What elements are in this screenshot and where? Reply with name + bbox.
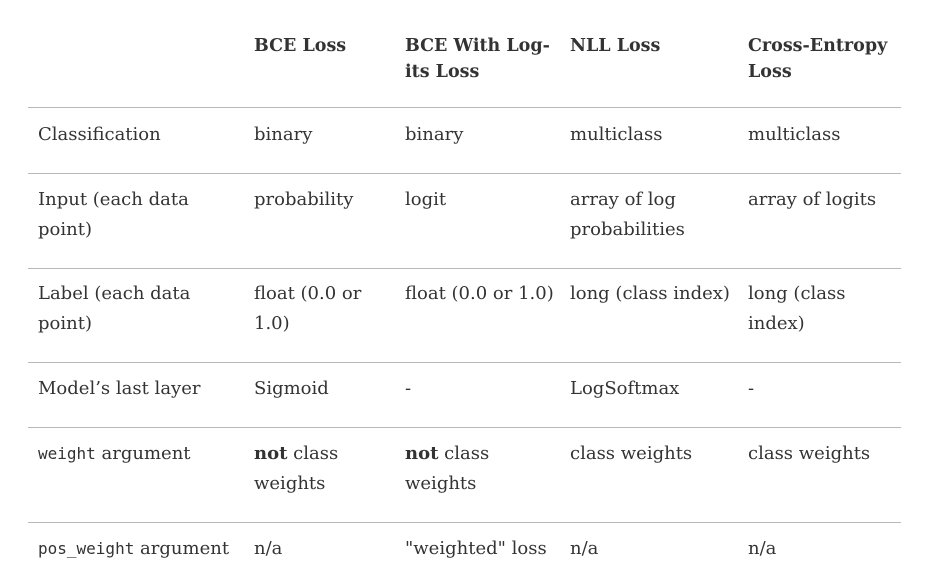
code-text: pos_weight — [38, 539, 135, 558]
table-cell — [254, 374, 329, 404]
cell-text: class — [287, 443, 339, 464]
cell-text: probabilities — [570, 219, 685, 240]
row-divider — [28, 427, 901, 428]
cell-text: n/a — [748, 538, 777, 559]
table-cell — [570, 534, 598, 564]
cell-text: weights — [254, 473, 326, 494]
row-label-input — [38, 185, 189, 245]
cell-text: logit — [405, 189, 447, 210]
cell-text: probability — [254, 189, 354, 210]
table-cell — [405, 534, 547, 564]
header-text: Loss — [748, 62, 792, 82]
table-cell — [570, 120, 662, 150]
cell-text: argument — [95, 443, 191, 464]
table-cell — [570, 439, 692, 469]
table-cell — [254, 439, 338, 499]
table-cell — [405, 374, 411, 404]
table-cell — [748, 439, 870, 469]
table-cell — [748, 374, 754, 404]
row-divider — [28, 362, 901, 363]
cell-text: - — [748, 378, 755, 399]
code-text: weight — [38, 444, 96, 463]
table-cell — [405, 439, 489, 499]
cell-text: class weights — [748, 443, 871, 464]
header-text: BCE Loss — [254, 36, 347, 56]
cell-text: Model’s last layer — [38, 378, 201, 399]
table-cell — [748, 279, 846, 339]
table-cell — [570, 279, 730, 309]
row-divider — [28, 173, 901, 174]
header-text: BCE With Log- — [405, 36, 550, 56]
table-cell — [254, 279, 361, 339]
table-cell — [254, 534, 282, 564]
cell-text: - — [405, 378, 412, 399]
cell-text: binary — [254, 124, 313, 145]
cell-text: array of logits — [748, 189, 877, 210]
cell-text: class weights — [570, 443, 693, 464]
cell-text: 1.0) — [254, 313, 290, 334]
header-text: Cross-Entropy — [748, 36, 888, 56]
header-text: its Loss — [405, 62, 480, 82]
cell-text: LogSoftmax — [570, 378, 680, 399]
row-divider — [28, 268, 901, 269]
cell-text: Classification — [38, 124, 161, 145]
cell-text: class — [438, 443, 490, 464]
table-cell — [254, 120, 312, 150]
cell-text: "weighted" loss — [405, 538, 547, 559]
cell-text: float (0.0 or — [254, 283, 362, 304]
cell-text: array of log — [570, 189, 676, 210]
cell-text: long (class index) — [570, 283, 730, 304]
row-label-pos-weight-argument — [38, 534, 229, 564]
table-cell — [748, 185, 876, 215]
cell-text: n/a — [254, 538, 283, 559]
table-cell — [405, 279, 554, 309]
cell-text: float (0.0 or 1.0) — [405, 283, 554, 304]
table-cell — [405, 120, 463, 150]
bold-text: not — [254, 443, 288, 464]
row-divider — [28, 522, 901, 523]
cell-text: index) — [748, 313, 805, 334]
row-label-label — [38, 279, 190, 339]
cell-text: binary — [405, 124, 464, 145]
table-cell — [570, 185, 685, 245]
cell-text: point) — [38, 219, 92, 240]
row-label-last-layer — [38, 374, 200, 404]
cell-text: point) — [38, 313, 92, 334]
cell-text: n/a — [570, 538, 599, 559]
row-label-classification — [38, 120, 161, 150]
cell-text: argument — [134, 538, 230, 559]
table-cell — [405, 185, 446, 215]
bold-text: not — [405, 443, 439, 464]
row-label-weight-argument — [38, 439, 191, 469]
table-cell — [254, 185, 353, 215]
cell-text: long (class — [748, 283, 846, 304]
table-cell — [570, 374, 679, 404]
table-cell — [748, 534, 776, 564]
table-cell — [748, 120, 840, 150]
cell-text: multiclass — [570, 124, 663, 145]
cell-text: Input (each data — [38, 189, 189, 210]
cell-text: Sigmoid — [254, 378, 329, 399]
cell-text: Label (each data — [38, 283, 191, 304]
cell-text: weights — [405, 473, 477, 494]
header-text: NLL Loss — [570, 36, 661, 56]
cell-text: multiclass — [748, 124, 841, 145]
